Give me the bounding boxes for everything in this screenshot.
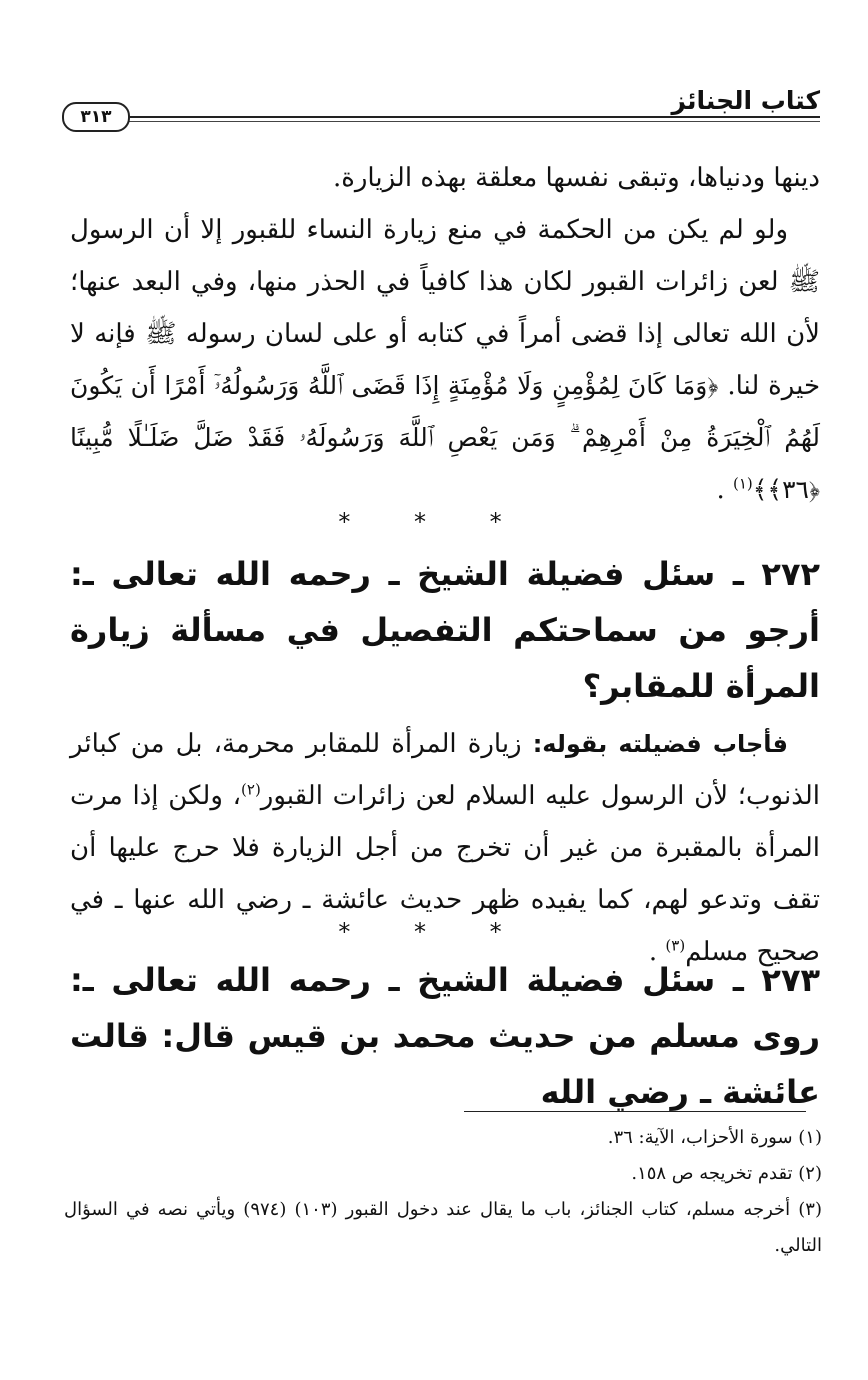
footnote-separator xyxy=(464,1111,806,1112)
question-273: ٢٧٣ ـ سئل فضيلة الشيخ ـ رحمه الله تعالى ـ: روى مسلم من حديث محمد بن قيس قال: قالت عائشة ـ رضي الله xyxy=(70,961,820,1111)
body-section-2 xyxy=(70,546,820,978)
answer-lead: فأجاب فضيلته بقوله: xyxy=(532,730,788,758)
answer-text: ، ولكن إذا مرت المرأة بالمقبرة من غير أن تخرج من أجل الزيارة فلا حرج عليها أن تقف وتدعو لهم، كما يفيده ظهر حديث عائشة ـ رضي الله عنها ـ في صحيح مسلم xyxy=(70,781,820,967)
section-divider: * * * xyxy=(338,918,530,946)
question-272: ٢٧٢ ـ سئل فضيلة الشيخ ـ رحمه الله تعالى ـ: أرجو من سماحتكم التفصيل في مسألة زيارة المرأة للمقابر؟ xyxy=(70,555,820,705)
footnote-ref: (٢) xyxy=(241,780,261,799)
footnote-2: (٢) تقدم تخريجه ص ١٥٨. xyxy=(631,1163,822,1184)
footnote-ref: (٣) xyxy=(665,936,686,955)
footnote-1: (١) سورة الأحزاب، الآية: ٣٦. xyxy=(607,1127,822,1148)
punctuation: . xyxy=(716,475,725,505)
footnote-ref: (١) xyxy=(732,474,753,493)
footnotes xyxy=(64,1120,822,1264)
section-divider: * * * xyxy=(338,508,530,536)
body-section-3 xyxy=(70,952,820,1120)
page-number: ٣١٣ xyxy=(62,102,130,132)
paragraph xyxy=(70,204,820,516)
punctuation: . xyxy=(648,937,658,967)
quran-verse: ﴿وَمَا كَانَ لِمُؤْمِنٍ وَلَا مُؤْمِنَةٍ إِذَا قَضَى ٱللَّهُ وَرَسُولُهُۥٓ أَمْرًا أَن يَكُونَ لَهُمُ ٱلْخِيَرَةُ مِنْ أَمْرِهِمْ ۗ وَمَن يَعْصِ ٱللَّهَ وَرَسُولَهُۥ فَقَدْ ضَلَّ ضَلَـٰلًا مُّبِينًا ﴿٣٦﴾﴾ xyxy=(70,371,820,504)
page-header xyxy=(62,86,820,126)
chapter-title: كتاب الجنائز xyxy=(671,86,820,115)
paragraph-text: ولو لم يكن من الحكمة في منع زيارة النساء للقبور إلا أن الرسول ﷺ لعن زائرات القبور لكان هذا كافياً في الحذر منها، وفي البعد عنها؛ لأن الله تعالى إذا قضى أمراً في كتابه أو على لسان رسوله ﷺ فإنه لا خيرة لنا. xyxy=(70,215,821,401)
header-rule-thin xyxy=(124,121,820,122)
paragraph: دينها ودنياها، وتبقى نفسها معلقة بهذه الزيارة. xyxy=(332,163,820,193)
answer-text: زيارة المرأة للمقابر محرمة، بل من كبائر الذنوب؛ لأن الرسول عليه السلام لعن زائرات القبور xyxy=(70,729,820,811)
body-section-1 xyxy=(70,152,820,516)
header-rule xyxy=(124,116,820,118)
footnote-3: (٣) أخرجه مسلم، كتاب الجنائز، باب ما يقال عند دخول القبور (١٠٣) (٩٧٤) ويأتي نصه في السؤال التالي. xyxy=(64,1199,822,1256)
